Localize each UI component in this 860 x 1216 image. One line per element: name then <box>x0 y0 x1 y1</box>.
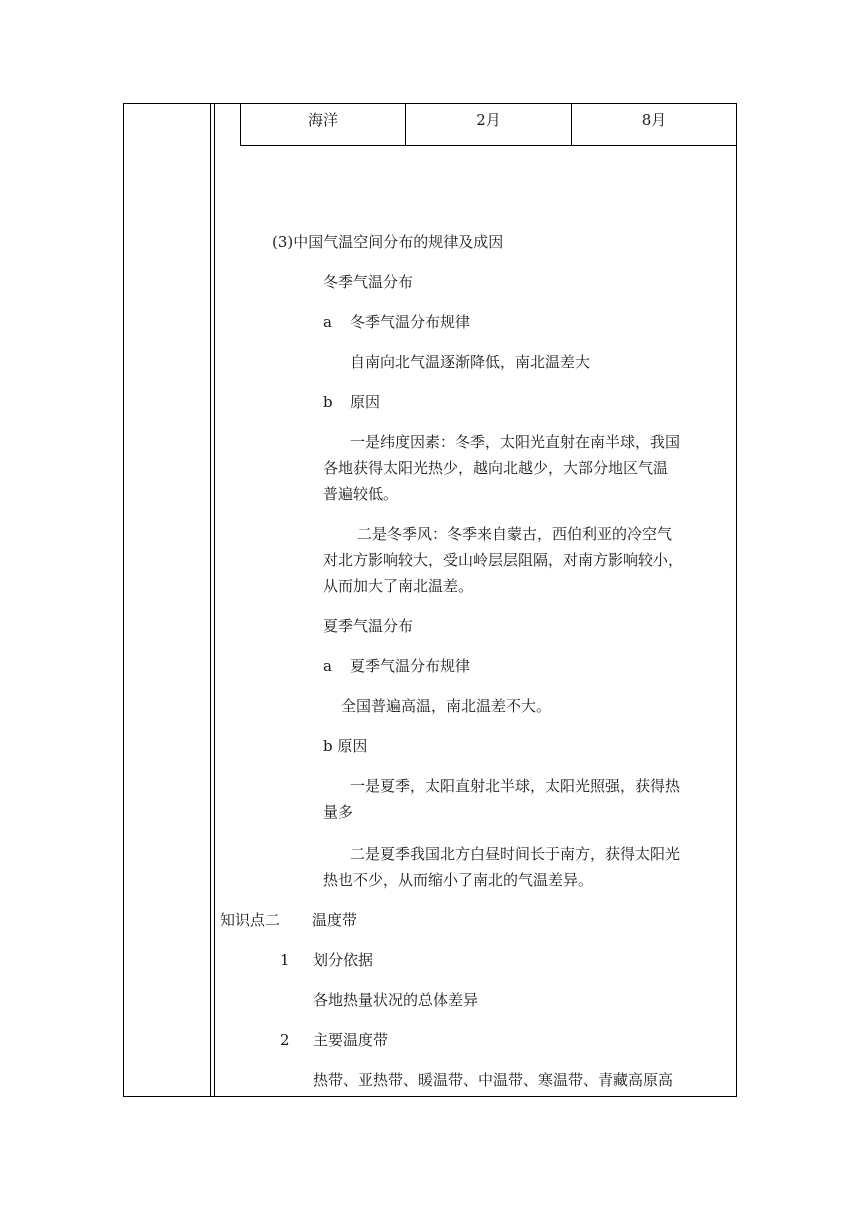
winter-b-p2-line2: 对北方影响较大，受山岭层层阻隔，对南方影响较小， <box>323 551 684 569</box>
winter-a-title: 冬季气温分布规律 <box>350 313 471 331</box>
item-2-number: 2 <box>280 1031 290 1049</box>
winter-title: 冬季气温分布 <box>323 273 414 291</box>
summer-a-marker: a <box>323 657 332 675</box>
summer-a-title: 夏季气温分布规律 <box>350 657 471 675</box>
frame-left-line <box>123 103 124 1097</box>
knowledge-point-label: 知识点二 <box>220 911 281 929</box>
column-divider-1 <box>210 103 211 1097</box>
winter-b-p1-line3: 普遍较低。 <box>323 485 399 503</box>
summer-b-p1-line2: 量多 <box>323 803 354 821</box>
winter-b-marker: b <box>323 393 333 411</box>
item-2-title: 主要温度带 <box>313 1031 389 1049</box>
table-cell-ocean: 海洋 <box>307 111 338 129</box>
winter-b-p2-line3: 从而加大了南北温差。 <box>323 577 474 595</box>
item-1-number: 1 <box>280 951 290 969</box>
winter-a-marker: a <box>323 313 332 331</box>
frame-bottom-line <box>123 1096 737 1097</box>
frame-right-line <box>736 103 737 1097</box>
winter-b-title: 原因 <box>350 393 381 411</box>
summer-b-p1-line1: 一是夏季，太阳直射北半球，太阳光照强，获得热 <box>350 777 681 795</box>
summer-title: 夏季气温分布 <box>323 617 414 635</box>
summer-b-p2-line1: 二是夏季我国北方白昼时间长于南方，获得太阳光 <box>350 845 681 863</box>
item-1-text: 各地热量状况的总体差异 <box>313 991 479 1009</box>
item-2-text: 热带、亚热带、暖温带、中温带、寒温带、青藏高原高 <box>313 1071 674 1089</box>
knowledge-point-title: 温度带 <box>312 911 358 929</box>
table-cell-february: 2月 <box>476 111 501 129</box>
summer-b-title: b 原因 <box>323 737 368 755</box>
column-divider-2 <box>214 103 215 1097</box>
summer-b-p2-line2: 热也不少，从而缩小了南北的气温差异。 <box>323 871 594 889</box>
winter-b-p2-line1: 二是冬季风：冬季来自蒙古，西伯利亚的冷空气 <box>357 525 673 543</box>
table-cell-august: 8月 <box>641 111 667 129</box>
winter-b-p1-line2: 各地获得太阳光热少，越向北越少，大部分地区气温 <box>323 459 669 477</box>
section-heading: (3)中国气温空间分布的规律及成因 <box>272 233 504 251</box>
winter-b-p1-line1: 一是纬度因素：冬季，太阳光直射在南半球，我国 <box>350 433 681 451</box>
summer-a-text: 全国普遍高温，南北温差不大。 <box>341 697 552 715</box>
winter-a-text: 自南向北气温逐渐降低，南北温差大 <box>350 353 591 371</box>
item-1-title: 划分依据 <box>313 951 374 969</box>
